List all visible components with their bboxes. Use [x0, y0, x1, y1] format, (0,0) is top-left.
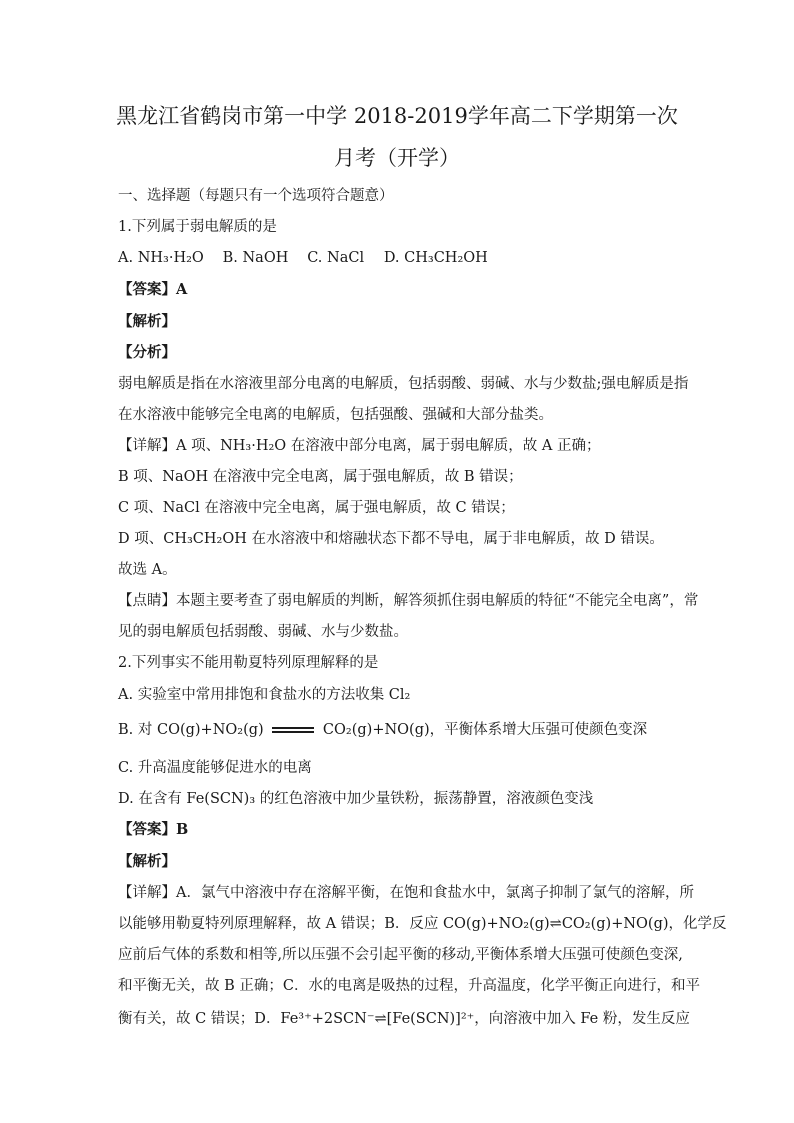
question-2-option-b	[118, 723, 678, 738]
document-title-line-2: 月考（开学）	[334, 146, 460, 170]
question-2-detail-line-2: 以能够用勒夏特列原理解释，故 A 错误；B．反应 CO(g)+NO₂(g)⇌CO₂(g)+NO(g)，化学反	[118, 916, 727, 932]
question-1-detail-line-3: C 项、NaCl 在溶液中完全电离，属于强电解质，故 C 错误；	[118, 500, 515, 516]
question-2-detail-line-3: 应前后气体的系数和相等,所以压强不会引起平衡的移动,平衡体系增大压强可使颜色变深,	[118, 947, 683, 963]
question-2-answer: 【答案】B	[118, 821, 189, 838]
question-1-detail-line-4: D 项、CH₃CH₂OH 在水溶液中和熔融状态下都不导电，属于非电解质，故 D 错误。	[118, 531, 664, 547]
question-1-option-d: D. CH₃CH₂OH	[383, 250, 488, 266]
question-2-stem: 2.下列事实不能用勒夏特列原理解释的是	[118, 655, 379, 671]
equilibrium-arrow-icon	[272, 725, 314, 735]
question-1-jiexi-label: 【解析】	[118, 313, 176, 330]
question-1-option-a: A. NH₃·H₂O	[118, 250, 204, 266]
question-1-analysis-label: 【分析】	[118, 344, 176, 361]
question-2-option-b-reactants: B. 对 CO(g)+NO₂(g)	[118, 722, 264, 738]
question-1-answer: 【答案】A	[118, 281, 188, 298]
question-1-option-c: C. NaCl	[307, 250, 365, 266]
section-heading: 一、选择题（每题只有一个选项符合题意）	[118, 188, 394, 204]
question-2-option-c: C. 升高温度能够促进水的电离	[118, 760, 312, 776]
question-1-conclusion: 故选 A。	[118, 562, 177, 578]
question-1-detail-line-2: B 项、NaOH 在溶液中完全电离，属于强电解质，故 B 错误；	[118, 469, 523, 485]
question-2-detail-line-1: 【详解】A．氯气中溶液中存在溶解平衡，在饱和食盐水中，氯离子抑制了氯气的溶解，所	[118, 885, 694, 901]
question-2-option-a: A. 实验室中常用排饱和食盐水的方法收集 Cl₂	[118, 687, 411, 703]
question-1-option-b: B. NaOH	[222, 250, 289, 266]
question-1-stem: 1.下列属于弱电解质的是	[118, 219, 277, 235]
question-1-analysis-line-1: 弱电解质是指在水溶液里部分电离的电解质，包括弱酸、弱碱、水与少数盐;强电解质是指	[118, 376, 689, 392]
question-1-point-line-1: 【点睛】本题主要考查了弱电解质的判断，解答须抓住弱电解质的特征“不能完全电离”，常	[118, 593, 699, 609]
question-2-detail-line-5: 衡有关，故 C 错误；D．Fe³⁺+2SCN⁻⇌[Fe(SCN)]²⁺，向溶液中加入 Fe 粉，发生反应	[118, 1011, 690, 1027]
question-1-analysis-line-2: 在水溶液中能够完全电离的电解质，包括强酸、强碱和大部分盐类。	[118, 407, 553, 423]
question-2-option-d: D. 在含有 Fe(SCN)₃ 的红色溶液中加少量铁粉，振荡静置，溶液颜色变浅	[118, 791, 594, 807]
question-1-detail-line-1: 【详解】A 项、NH₃·H₂O 在溶液中部分电离，属于弱电解质，故 A 正确；	[118, 438, 601, 454]
question-2-option-b-products: CO₂(g)+NO(g)，平衡体系增大压强可使颜色变深	[322, 722, 648, 738]
question-2-jiexi-label: 【解析】	[118, 853, 176, 870]
question-2-detail-line-4: 和平衡无关，故 B 正确；C．水的电离是吸热的过程，升高温度，化学平衡正向进行，和平	[118, 978, 700, 994]
question-1-point-line-2: 见的弱电解质包括弱酸、弱碱、水与少数盐。	[118, 624, 408, 640]
question-1-options	[118, 251, 678, 266]
document-title-line-1: 黑龙江省鹤岗市第一中学 2018-2019学年高二下学期第一次	[116, 104, 678, 128]
